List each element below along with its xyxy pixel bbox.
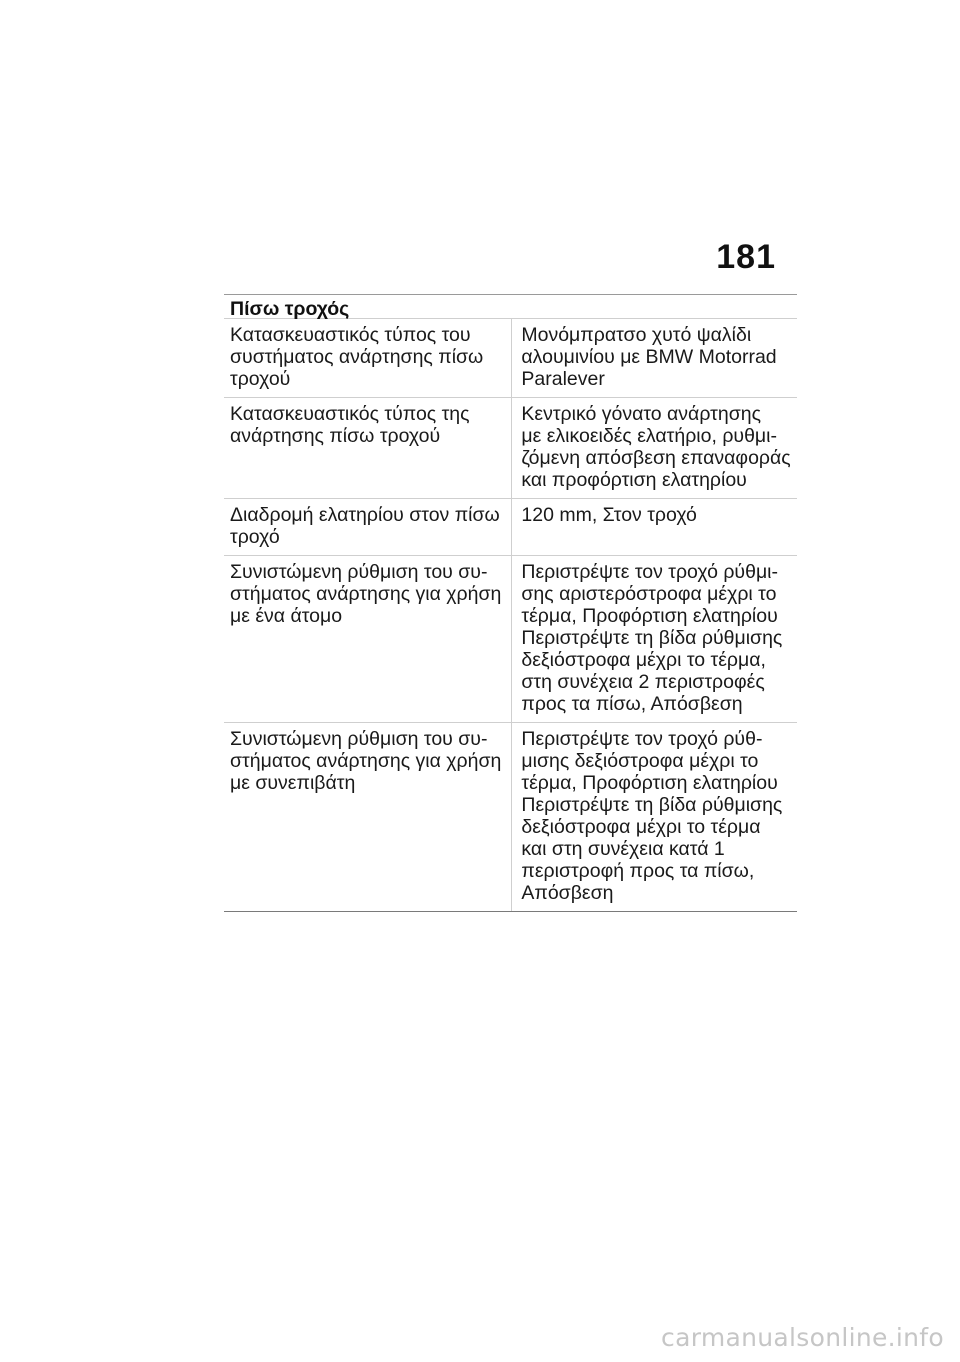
label-line: στήματος ανάρτησης για χρήση (230, 750, 502, 772)
value-line: και στη συνέχεια κατά 1 (521, 838, 725, 860)
value-line: τέρμα, Προφόρτιση ελατηρίου (521, 605, 778, 627)
value-line: ζόμενη απόσβεση επαναφοράς (521, 447, 791, 469)
watermark: carmanualsonline.info (661, 1323, 944, 1352)
row-label (224, 556, 512, 723)
table-row (224, 556, 797, 723)
table-row (224, 398, 797, 499)
label-line: με ένα άτομο (230, 605, 343, 627)
value-line: με ελικοειδές ελατήριο, ρυθμι- (521, 425, 777, 447)
value-line: δεξιόστροφα μέχρι το τέρμα, (521, 649, 766, 671)
value-line: Περιστρέψτε τον τροχό ρύθμι- (521, 561, 779, 583)
value-line: Περιστρέψτε τη βίδα ρύθμισης (521, 794, 783, 816)
value-line: και προφόρτιση ελατηρίου (521, 469, 747, 491)
value-line: Περιστρέψτε τη βίδα ρύθμισης (521, 627, 783, 649)
table-row (224, 319, 797, 398)
value-line: Paralever (521, 368, 605, 390)
rear-wheel-spec-table (224, 294, 797, 912)
label-line: Διαδρομή ελατηρίου στον πίσω (230, 504, 500, 526)
row-value (512, 398, 797, 499)
value-line: στη συνέχεια 2 περιστροφές (521, 671, 765, 693)
value-line: προς τα πίσω, Απόσβεση (521, 693, 743, 715)
value-line: Μονόμπρατσο χυτό ψαλίδι (521, 324, 752, 346)
row-label (224, 499, 512, 556)
page-number: 181 (716, 238, 776, 276)
label-line: Κατασκευαστικός τύπος του (230, 324, 471, 346)
label-line: στήματος ανάρτησης για χρήση (230, 583, 502, 605)
label-line: Συνιστώμενη ρύθμιση του συ- (230, 561, 488, 583)
value-line: Κεντρικό γόνατο ανάρτησης (521, 403, 761, 425)
section-title: Πίσω τροχός (224, 294, 797, 319)
label-line: τροχού (230, 368, 291, 390)
value-line: μισης δεξιόστροφα μέχρι το (521, 750, 759, 772)
value-line: Περιστρέψτε τον τροχό ρύθ- (521, 728, 763, 750)
value-line: αλουμινίου με BMW Motorrad (521, 346, 777, 368)
table-row (224, 499, 797, 556)
row-label (224, 319, 512, 398)
label-line: ανάρτησης πίσω τροχού (230, 425, 441, 447)
label-line: τροχό (230, 526, 280, 548)
value-line: δεξιόστροφα μέχρι το τέρμα (521, 816, 761, 838)
row-label (224, 398, 512, 499)
row-value (512, 556, 797, 723)
label-line: συστήματος ανάρτησης πίσω (230, 346, 484, 368)
value-line: Απόσβεση (521, 882, 614, 904)
value-line: 120 mm, Στον τροχό (521, 504, 697, 526)
row-value (512, 319, 797, 398)
value-line: τέρμα, Προφόρτιση ελατηρίου (521, 772, 778, 794)
row-value (512, 723, 797, 912)
value-line: σης αριστερόστροφα μέχρι το (521, 583, 777, 605)
label-line: Συνιστώμενη ρύθμιση του συ- (230, 728, 488, 750)
value-line: περιστροφή προς τα πίσω, (521, 860, 755, 882)
table-row (224, 723, 797, 912)
row-value (512, 499, 797, 556)
row-label (224, 723, 512, 912)
label-line: Κατασκευαστικός τύπος της (230, 403, 470, 425)
label-line: με συνεπιβάτη (230, 772, 356, 794)
